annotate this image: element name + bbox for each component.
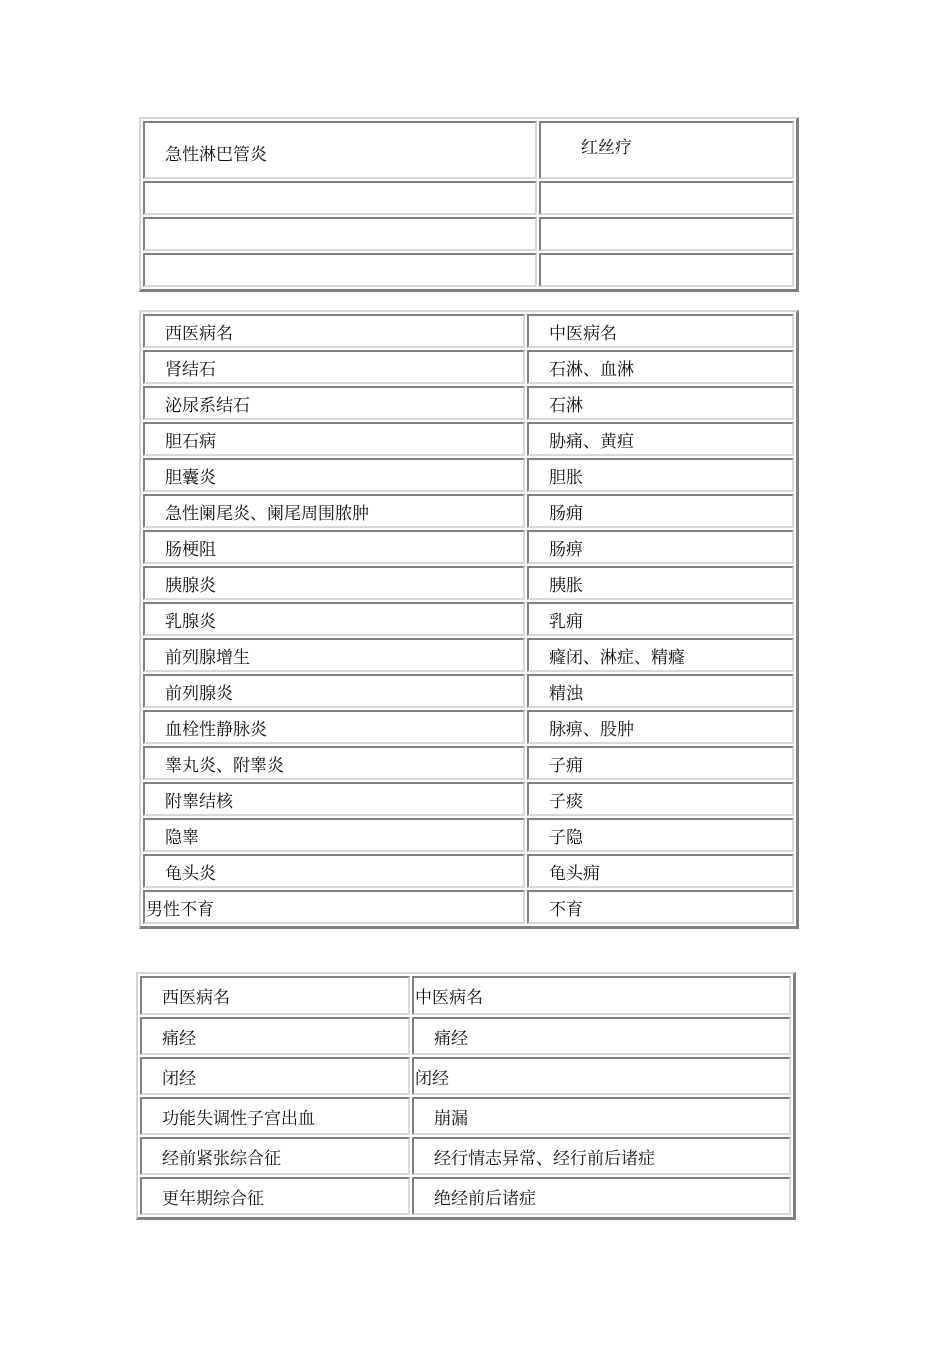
table-row: [143, 121, 794, 179]
table-cell: 石淋、血淋: [527, 350, 794, 384]
table-cell: 子痈: [527, 746, 794, 780]
table-cell: 胁痛、黄疸: [527, 422, 794, 456]
table-cell: 精浊: [527, 674, 794, 708]
table-1: [139, 117, 799, 292]
table-cell: [539, 181, 794, 215]
table-cell: [143, 181, 537, 215]
table-cell: 不育: [527, 890, 794, 924]
table-row: [143, 746, 794, 780]
table-row: [143, 854, 794, 888]
table-row: [143, 181, 794, 215]
table-cell: 肠痹: [527, 530, 794, 564]
table-row: [143, 674, 794, 708]
table-row: [143, 602, 794, 636]
table-cell: 前列腺增生: [143, 638, 525, 672]
table-cell: 肾结石: [143, 350, 525, 384]
header-cell: 中医病名: [527, 314, 794, 348]
table-cell: [539, 217, 794, 251]
table-row: [143, 386, 794, 420]
table-cell: 急性淋巴管炎: [143, 121, 537, 179]
table-row: [143, 638, 794, 672]
table-cell: 胆囊炎: [143, 458, 525, 492]
table-cell: 胆石病: [143, 422, 525, 456]
table-row: [143, 350, 794, 384]
header-cell: 西医病名: [143, 314, 525, 348]
table-row: [143, 494, 794, 528]
table-cell: 子隐: [527, 818, 794, 852]
table-cell: 脉痹、股肿: [527, 710, 794, 744]
header-cell: 中医病名: [412, 976, 791, 1015]
table-row: [143, 890, 794, 924]
table-cell: 痛经: [140, 1017, 410, 1055]
table-row: [143, 217, 794, 251]
table-cell: 血栓性静脉炎: [143, 710, 525, 744]
table-cell: [143, 253, 537, 287]
table-row: [143, 710, 794, 744]
table-cell: 更年期综合征: [140, 1177, 410, 1215]
table-cell: 闭经: [412, 1057, 791, 1095]
table-cell: 隐睾: [143, 818, 525, 852]
table-2: [139, 310, 799, 929]
table-cell: 经前紧张综合征: [140, 1137, 410, 1175]
table-row: [140, 1097, 791, 1135]
table-cell: 石淋: [527, 386, 794, 420]
table-row: [143, 818, 794, 852]
table-row: [143, 458, 794, 492]
table-cell: 肠痈: [527, 494, 794, 528]
table-cell: 龟头痈: [527, 854, 794, 888]
table-cell: 胰腺炎: [143, 566, 525, 600]
table-cell: 胆胀: [527, 458, 794, 492]
table-cell: 痛经: [412, 1017, 791, 1055]
table-cell: 附睾结核: [143, 782, 525, 816]
table-row: [143, 422, 794, 456]
table-3: [136, 972, 796, 1220]
table-cell: 绝经前后诸症: [412, 1177, 791, 1215]
table-row: [140, 1017, 791, 1055]
table-header-row: [140, 976, 791, 1015]
table-cell: 睾丸炎、附睾炎: [143, 746, 525, 780]
table-cell: 闭经: [140, 1057, 410, 1095]
header-cell: 西医病名: [140, 976, 410, 1015]
table-cell: 龟头炎: [143, 854, 525, 888]
table-cell: 前列腺炎: [143, 674, 525, 708]
table-cell: 男性不育: [143, 890, 525, 924]
table-cell: 子痰: [527, 782, 794, 816]
table-cell: 乳腺炎: [143, 602, 525, 636]
table-cell: 胰胀: [527, 566, 794, 600]
table-cell: 红丝疗: [539, 121, 794, 179]
table-row: [140, 1057, 791, 1095]
table-row: [140, 1137, 791, 1175]
table-cell: 泌尿系结石: [143, 386, 525, 420]
table-cell: 乳痈: [527, 602, 794, 636]
table-cell: 功能失调性子宫出血: [140, 1097, 410, 1135]
table-cell: 急性阑尾炎、阑尾周围脓肿: [143, 494, 525, 528]
table-row: [143, 566, 794, 600]
table-cell: 经行情志异常、经行前后诸症: [412, 1137, 791, 1175]
table-row: [143, 253, 794, 287]
table-row: [143, 530, 794, 564]
table-row: [140, 1177, 791, 1215]
table-cell: [539, 253, 794, 287]
table-cell: 崩漏: [412, 1097, 791, 1135]
table-row: [143, 782, 794, 816]
table-cell: 肠梗阻: [143, 530, 525, 564]
table-cell: 癃闭、淋症、精癃: [527, 638, 794, 672]
table-cell: [143, 217, 537, 251]
table-header-row: [143, 314, 794, 348]
